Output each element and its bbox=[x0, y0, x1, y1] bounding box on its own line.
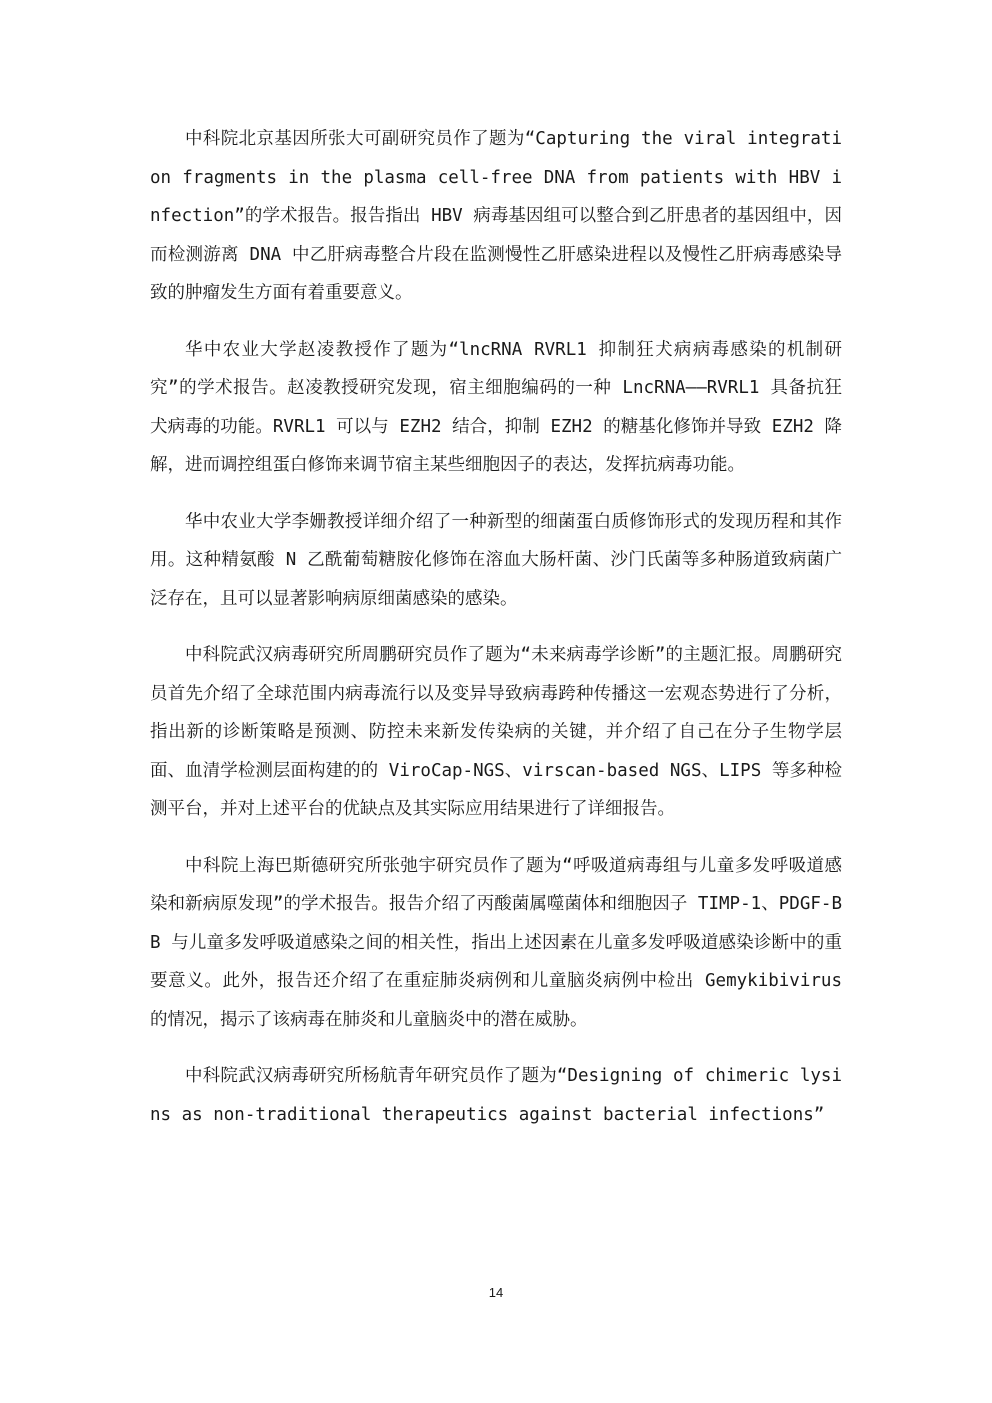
paragraph-bacterial-modification-report: 华中农业大学李姗教授详细介绍了一种新型的细菌蛋白质修饰形式的发现历程和其作用。这种精氨酸 N 乙酰葡萄糖胺化修饰在溶血大肠杆菌、沙门氏菌等多种肠道致病菌广泛存在，且可以显著影响病原细菌感染的感染。 bbox=[150, 511, 842, 609]
paragraph-hbv-report: 中科院北京基因所张大可副研究员作了题为“Capturing the viral integration fragments in the plasma cell-free DNA from patients with HBV infection”的学术报告。报告指出 HBV 病毒基因组可以整合到乙肝患者的基因组中，因而检测游离 DNA 中乙肝病毒整合片段在监测慢性乙肝感染进程以及慢性乙肝病毒感染导致的肿瘤发生方面有着重要意义。 bbox=[150, 129, 842, 303]
paragraph-chimeric-lysins-report: 中科院武汉病毒研究所杨航青年研究员作了题为“Designing of chimeric lysins as non-traditional therapeutics against bacterial infections” bbox=[150, 1066, 842, 1125]
paragraph-rabies-lncrna-report: 华中农业大学赵凌教授作了题为“lncRNA RVRL1 抑制狂犬病病毒感染的机制研究”的学术报告。赵凌教授研究发现，宿主细胞编码的一种 LncRNA——RVRL1 具备抗狂犬病毒的功能。RVRL1 可以与 EZH2 结合，抑制 EZH2 的糖基化修饰并导致 EZH2 降解，进而调控组蛋白修饰来调节宿主某些细胞因子的表达，发挥抗病毒功能。 bbox=[150, 339, 842, 475]
paragraph-respiratory-virome-report: 中科院上海巴斯德研究所张弛宇研究员作了题为“呼吸道病毒组与儿童多发呼吸道感染和新病原发现”的学术报告。报告介绍了丙酸菌属噬菌体和细胞因子 TIMP-1、PDGF-BB 与儿童多发呼吸道感染之间的相关性，指出上述因素在儿童多发呼吸道感染诊断中的重要意义。此外，报告还介绍了在重症肺炎病例和儿童脑炎病例中检出 Gemykibivirus 的情况，揭示了该病毒在肺炎和儿童脑炎中的潜在威胁。 bbox=[150, 855, 842, 1030]
document-body bbox=[150, 120, 842, 1152]
page-number: 14 bbox=[488, 1285, 504, 1300]
paragraph-virology-diagnosis-report: 中科院武汉病毒研究所周鹏研究员作了题为“未来病毒学诊断”的主题汇报。周鹏研究员首先介绍了全球范围内病毒流行以及变异导致病毒跨种传播这一宏观态势进行了分析，指出新的诊断策略是预测、防控未来新发传染病的关键，并介绍了自己在分子生物学层面、血清学检测层面构建的的 ViroCap-NGS、virscan-based NGS、LIPS 等多种检测平台，并对上述平台的优缺点及其实际应用结果进行了详细报告。 bbox=[150, 645, 842, 819]
